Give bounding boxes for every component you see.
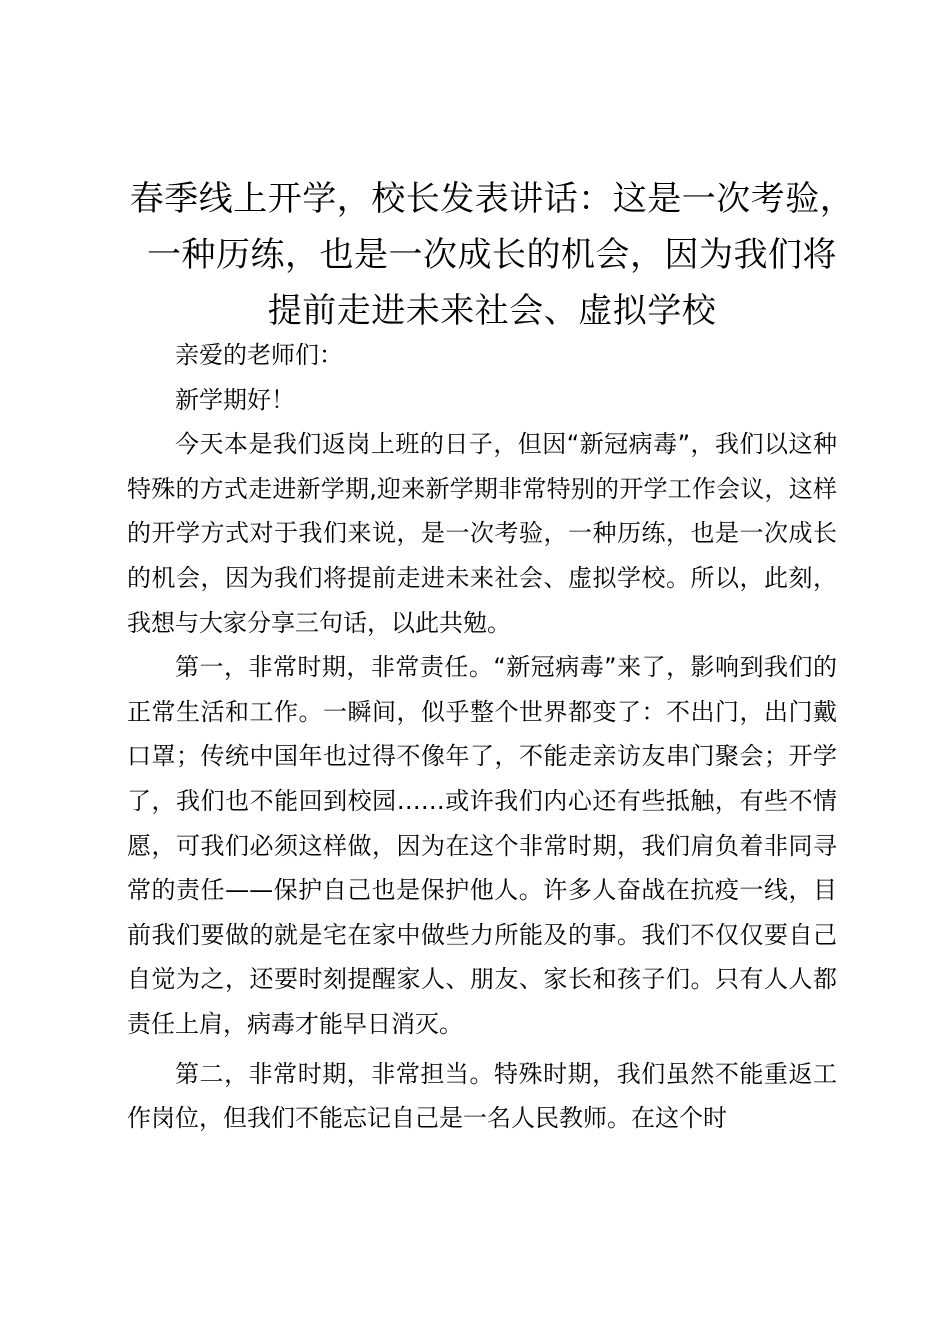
title-line-3: 提前走进未来社会、虚拟学校 bbox=[267, 291, 717, 331]
title-line-2: 一种历练，也是一次成长的机会，因为我们将 bbox=[147, 235, 837, 275]
document-body bbox=[127, 333, 837, 1141]
title-line-1: 春季线上开学，校长发表讲话：这是一次考验， bbox=[129, 179, 855, 219]
document-title bbox=[122, 171, 862, 339]
salutation: 亲爱的老师们： bbox=[175, 341, 343, 369]
paragraph-3: 第二，非常时期，非常担当。特殊时期，我们虽然不能重返工作岗位，但我们不能忘记自己是一名人民教师。在这个时 bbox=[127, 1059, 837, 1133]
paragraph-2: 第一，非常时期，非常责任。“新冠病毒”来了，影响到我们的正常生活和工作。一瞬间，似乎整个世界都变了：不出门，出门戴口罩；传统中国年也过得不像年了，不能走亲访友串门聚会；开学了，我们也不能回到校园……或许我们内心还有些抵触，有些不情愿，可我们必须这样做，因为在这个非常时期，我们肩负着非同寻常的责任——保护自己也是保护他人。许多人奋战在抗疫一线，目前我们要做的就是宅在家中做些力所能及的事。我们不仅仅要自己自觉为之，还要时刻提醒家人、朋友、家长和孩子们。只有人人都责任上肩，病毒才能早日消灭。 bbox=[127, 653, 837, 1038]
paragraph-1: 今天本是我们返岗上班的日子，但因“新冠病毒”，我们以这种特殊的方式走进新学期,迎来新学期非常特别的开学工作会议，这样的开学方式对于我们来说，是一次考验，一种历练，也是一次成长的机会，因为我们将提前走进未来社会、虚拟学校。所以，此刻，我想与大家分享三句话，以此共勉。 bbox=[127, 430, 837, 637]
greeting: 新学期好！ bbox=[175, 385, 295, 414]
